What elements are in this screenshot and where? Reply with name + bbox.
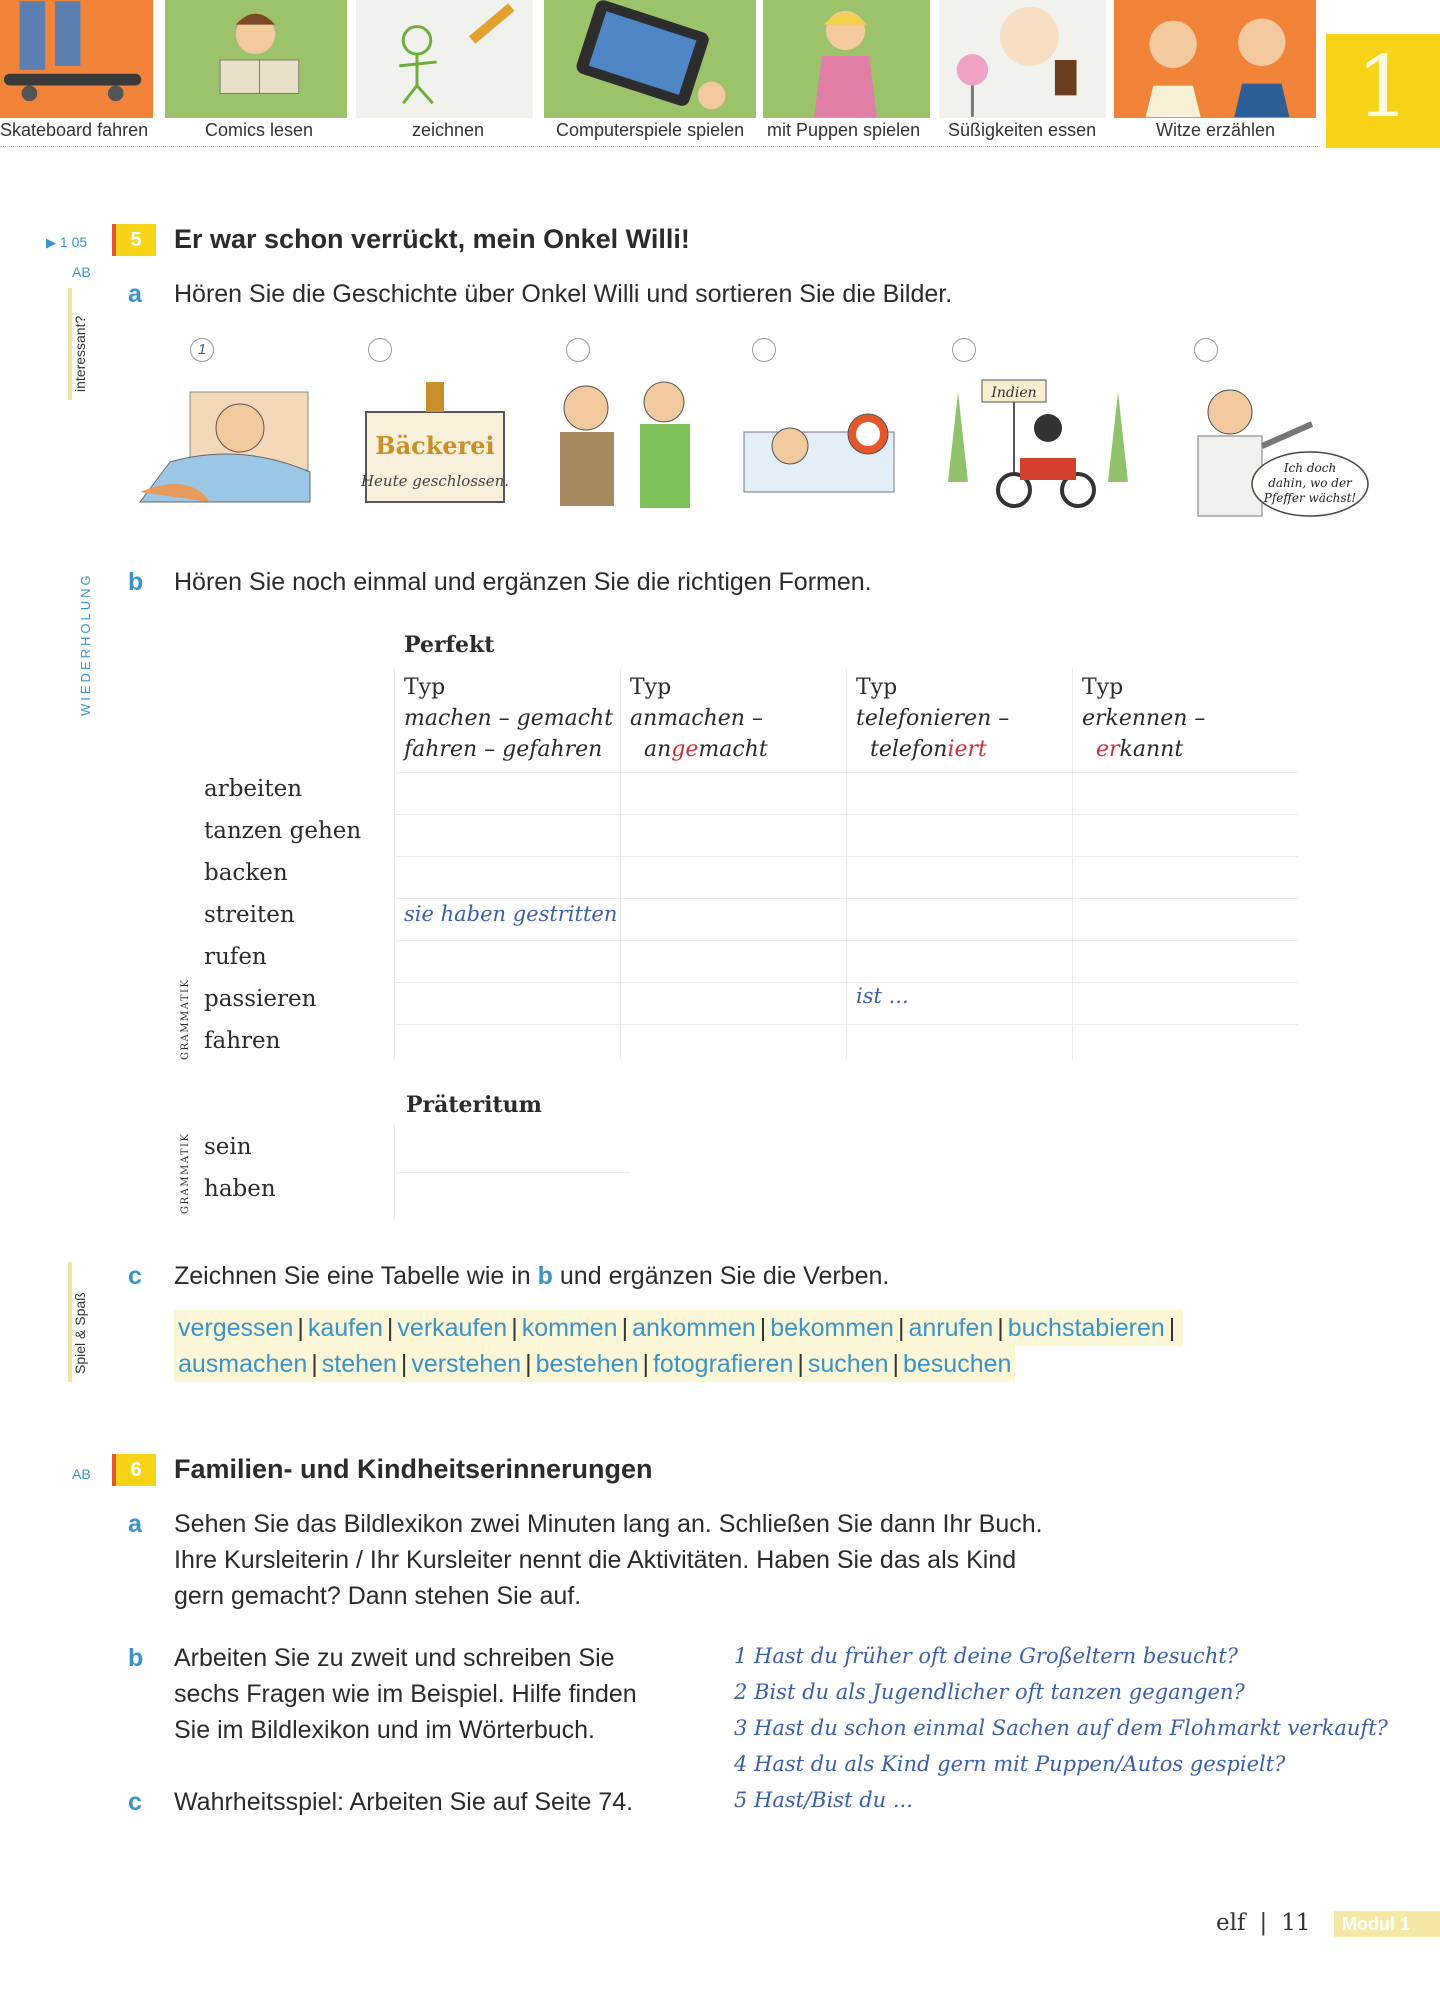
perfekt-heading: Perfekt <box>404 632 495 658</box>
order-circle-5[interactable] <box>952 338 976 362</box>
strip-divider <box>0 146 1320 147</box>
word-separator: | <box>759 1314 767 1342</box>
verb-row-backen: backen <box>204 860 288 886</box>
instruction-5c-part1: Zeichnen Sie eine Tabelle wie in <box>174 1262 531 1290</box>
column-1-example-2: fahren – gefahren <box>404 737 603 762</box>
speech-bubble-line-1: Ich doch <box>1283 461 1337 475</box>
margin-tag-spiel-spass: Spiel & Spaß <box>72 1292 88 1374</box>
word-item: besuchen <box>902 1350 1012 1378</box>
grammar-tag-praeteritum: GRAMMATIK <box>180 1132 191 1214</box>
instruction-5c-reference: b <box>537 1262 553 1290</box>
word-item: vergessen <box>178 1314 294 1342</box>
word-separator: | <box>797 1350 804 1378</box>
page-number-word: elf <box>1216 1910 1246 1936</box>
word-separator: | <box>642 1350 649 1378</box>
instruction-5a: Hören Sie die Geschichte über Onkel Willi und sortieren Sie die Bilder. <box>174 280 953 308</box>
grid-line <box>394 1172 630 1173</box>
verb-row-sein: sein <box>204 1134 252 1160</box>
story-image-sick-in-bed <box>130 372 320 512</box>
order-circle-1[interactable]: 1 <box>190 338 214 362</box>
instruction-6c: Wahrheitsspiel: Arbeiten Sie auf Seite 74. <box>174 1788 634 1816</box>
column-header-3 <box>856 672 1009 765</box>
column-1-type: Typ <box>404 675 446 700</box>
sub-letter-6a: a <box>128 1510 142 1538</box>
column-2-stem: macht <box>698 737 768 762</box>
grid-line <box>394 668 395 1060</box>
grid-line <box>394 856 1298 857</box>
sub-letter-6b: b <box>128 1644 144 1672</box>
word-item: fotografieren <box>652 1350 794 1378</box>
word-separator: | <box>1168 1314 1176 1342</box>
story-image-bakery-closed <box>360 372 510 512</box>
word-separator: | <box>400 1350 408 1378</box>
column-3-type: Typ <box>856 675 898 700</box>
order-circle-2[interactable] <box>368 338 392 362</box>
instruction-5b: Hören Sie noch einmal und ergänzen Sie die richtigen Formen. <box>174 568 872 596</box>
sub-letter-5c: c <box>128 1262 142 1290</box>
workbook-reference-6[interactable]: AB <box>72 1466 91 1482</box>
column-header-4 <box>1082 672 1205 765</box>
word-item: bestehen <box>535 1350 639 1378</box>
order-circle-3[interactable] <box>566 338 590 362</box>
word-separator: | <box>297 1314 304 1342</box>
instruction-6a <box>174 1506 1043 1614</box>
verb-row-arbeiten: arbeiten <box>204 776 303 802</box>
verb-row-tanzen-gehen: tanzen gehen <box>204 818 362 844</box>
audio-track-number: 1 05 <box>59 234 88 250</box>
dolls-image <box>763 0 933 118</box>
grid-line <box>394 982 1298 983</box>
grid-line <box>846 668 847 1060</box>
word-item: ankommen <box>632 1314 756 1342</box>
grid-line <box>620 668 621 1060</box>
column-2-example-1: anmachen – <box>630 706 763 731</box>
example-question: 1 Hast du früher oft deine Großeltern besucht? <box>734 1644 1239 1668</box>
strip-label-comics: Comics lesen <box>205 120 314 140</box>
word-item: suchen <box>807 1350 889 1378</box>
grid-line <box>394 940 1298 941</box>
audio-reference[interactable] <box>46 234 87 251</box>
skateboard-image <box>0 0 156 118</box>
instruction-6b-line-2: sechs Fragen wie im Beispiel. Hilfe finden <box>174 1680 637 1708</box>
grid-line <box>394 772 1298 773</box>
word-item: kaufen <box>307 1314 383 1342</box>
word-separator: | <box>511 1314 518 1342</box>
word-separator: | <box>897 1314 905 1342</box>
word-separator: | <box>997 1314 1004 1342</box>
page-number: 11 <box>1281 1910 1311 1936</box>
road-sign-text: Indien <box>991 385 1037 401</box>
exercise-number-6: 6 <box>112 1454 156 1486</box>
word-separator: | <box>892 1350 899 1378</box>
sub-letter-5a: a <box>128 280 142 308</box>
word-item: anrufen <box>908 1314 994 1342</box>
example-question: 4 Hast du als Kind gern mit Puppen/Autos gespielt? <box>734 1752 1286 1776</box>
order-circle-6[interactable] <box>1194 338 1218 362</box>
word-bank <box>174 1310 1183 1382</box>
handwritten-answer-passieren: ist ... <box>856 984 909 1008</box>
instruction-5c <box>174 1258 889 1294</box>
example-question: 2 Bist du als Jugendlicher oft tanzen gegangen? <box>734 1680 1245 1704</box>
bakery-note-text: Heute geschlossen. <box>360 472 510 490</box>
column-3-iert-highlight: iert <box>947 737 987 762</box>
example-questions <box>734 1638 1388 1818</box>
exercise-6-title: Familien- und Kindheitserinnerungen <box>174 1454 653 1484</box>
column-2-ge-highlight: ge <box>671 737 699 762</box>
sub-letter-6c: c <box>128 1788 142 1816</box>
instruction-6a-line-2: Ihre Kursleiterin / Ihr Kursleiter nennt die Aktivitäten. Haben Sie das als Kind <box>174 1546 1017 1574</box>
verb-row-passieren: passieren <box>204 986 317 1012</box>
jokes-image <box>1114 0 1319 118</box>
grid-line <box>1072 668 1073 1060</box>
word-bank-line-1 <box>174 1310 1183 1346</box>
margin-tag-wiederholung: WIEDERHOLUNG <box>78 572 93 716</box>
word-item: buchstabieren <box>1007 1314 1165 1342</box>
praeteritum-heading: Präteritum <box>406 1092 542 1118</box>
word-separator: | <box>621 1314 629 1342</box>
computer-games-image <box>544 0 759 118</box>
column-3-stem: telefon <box>870 737 948 762</box>
play-icon: ▶ <box>46 235 56 250</box>
example-question: 3 Hast du schon einmal Sachen auf dem Flohmarkt verkauft? <box>734 1716 1388 1740</box>
speech-bubble-line-3: Pfeffer wächst! <box>1263 491 1357 505</box>
sub-letter-5b: b <box>128 568 144 596</box>
bakery-sign-text: Bäckerei <box>375 431 495 460</box>
instruction-5c-part2: und ergänzen Sie die Verben. <box>559 1262 890 1290</box>
instruction-6b <box>174 1640 637 1748</box>
strip-label-computer: Computerspiele spielen <box>556 120 745 140</box>
column-4-er-highlight: er <box>1096 737 1120 762</box>
strip-label-sweets: Süßigkeiten essen <box>948 120 1097 140</box>
strip-label-drawing: zeichnen <box>412 120 485 140</box>
word-item: bekommen <box>770 1314 894 1342</box>
word-separator: | <box>525 1350 532 1378</box>
margin-tag-interessant: interessant? <box>72 315 88 392</box>
strip-label-jokes: Witze erzählen <box>1156 120 1276 140</box>
column-4-type: Typ <box>1082 675 1124 700</box>
word-separator: | <box>311 1350 318 1378</box>
grid-line <box>394 898 1298 899</box>
instruction-6b-line-1: Arbeiten Sie zu zweit und schreiben Sie <box>174 1644 615 1672</box>
column-1-example-1: machen – gemacht <box>404 706 614 731</box>
order-circle-4[interactable] <box>752 338 776 362</box>
story-image-motorbike-india <box>928 372 1150 512</box>
footer-separator: | <box>1259 1910 1268 1936</box>
module-marker <box>1326 34 1440 148</box>
instruction-6a-line-3: gern gemacht? Dann stehen Sie auf. <box>174 1582 582 1610</box>
speech-bubble-line-2: dahin, wo der <box>1268 476 1352 490</box>
strip-label-skateboard: Skateboard fahren <box>0 120 149 140</box>
grammar-tag-perfekt: GRAMMATIK <box>180 978 191 1060</box>
sweets-image <box>939 0 1109 118</box>
grid-line <box>394 814 1298 815</box>
column-4-example-1: erkennen – <box>1082 706 1206 731</box>
story-image-argument <box>540 372 710 512</box>
page-footer <box>1216 1910 1311 1936</box>
drawing-image <box>356 0 536 118</box>
word-item: verstehen <box>411 1350 522 1378</box>
module-tag: Modul 1 <box>1334 1911 1440 1937</box>
column-header-1 <box>404 672 613 765</box>
exercise-5-title: Er war schon verrückt, mein Onkel Willi! <box>174 224 690 254</box>
column-2-prefix: an <box>644 737 672 762</box>
word-item: kommen <box>521 1314 618 1342</box>
column-header-2 <box>630 672 768 765</box>
activity-strip <box>0 0 1320 150</box>
module-number: 1 <box>1356 38 1410 136</box>
strip-label-dolls: mit Puppen spielen <box>767 120 921 140</box>
handwritten-answer-streiten: sie haben gestritten <box>404 902 618 926</box>
verb-row-rufen: rufen <box>204 944 267 970</box>
exercise-number-5: 5 <box>112 224 156 256</box>
instruction-6b-line-3: Sie im Bildlexikon und im Wörterbuch. <box>174 1716 595 1744</box>
word-bank-line-2 <box>174 1346 1015 1382</box>
word-separator: | <box>386 1314 394 1342</box>
comics-image <box>165 0 350 118</box>
grid-line <box>394 1024 1298 1025</box>
story-image-alarm-clock <box>740 372 900 512</box>
verb-row-fahren: fahren <box>204 1028 281 1054</box>
verb-row-streiten: streiten <box>204 902 295 928</box>
instruction-6a-line-1: Sehen Sie das Bildlexikon zwei Minuten lang an. Schließen Sie dann Ihr Buch. <box>174 1510 1043 1538</box>
word-item: verkaufen <box>397 1314 508 1342</box>
word-item: stehen <box>321 1350 397 1378</box>
column-3-example-1: telefonieren – <box>856 706 1010 731</box>
workbook-reference[interactable]: AB <box>72 264 91 280</box>
example-question: 5 Hast/Bist du ... <box>734 1788 913 1812</box>
word-item: ausmachen <box>178 1350 308 1378</box>
verb-row-haben: haben <box>204 1176 276 1202</box>
column-4-stem: kannt <box>1119 737 1184 762</box>
column-2-type: Typ <box>630 675 672 700</box>
story-image-uncle-speaking <box>1178 372 1370 522</box>
